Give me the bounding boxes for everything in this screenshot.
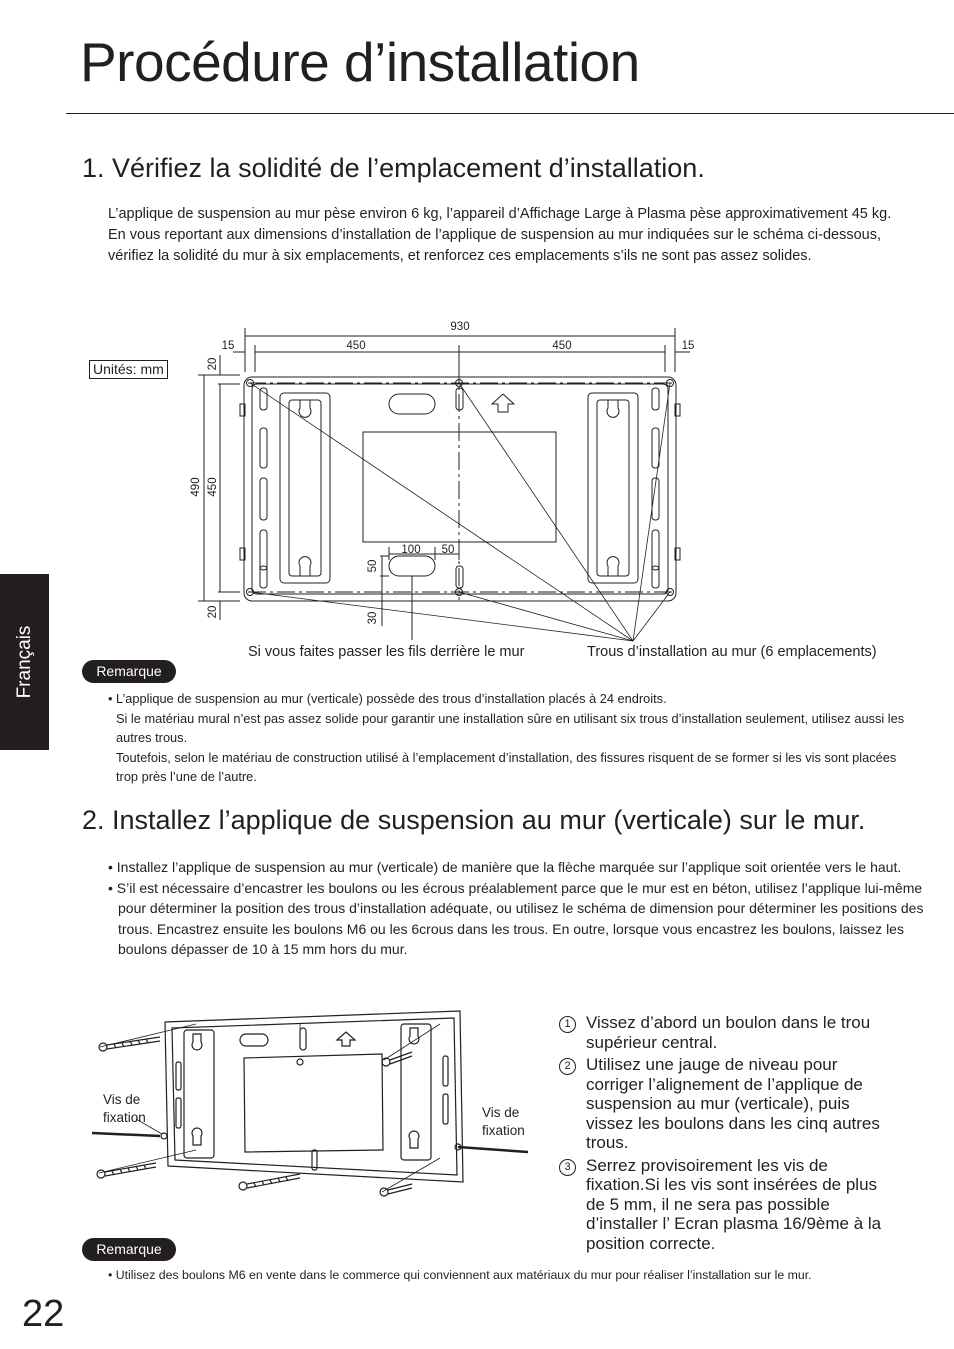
note-badge: Remarque xyxy=(82,660,176,683)
installation-steps xyxy=(558,1013,888,1256)
dim-slot-bottom: 30 xyxy=(367,611,379,625)
section2-note xyxy=(108,1266,928,1286)
caption-holes: Trous d’installation au mur (6 emplacements) xyxy=(587,644,877,660)
step-item xyxy=(558,1055,888,1153)
step-item xyxy=(558,1013,888,1052)
bullet-item: • S’il est nécessaire d’encastrer les boulons ou les écrous préalablement parce que le mur est en béton, utilisez l’applique lui-même pour déterminer la position des trous d’installation adéquate, ou utilisez le schéma de dimension pour déterminer les positions des trous. Encastrez ensuite les boulons M6 ou les 6crous dans les trous. En outre, lorsque vous encastrez les boulons, laissez les boulons dépasser de 10 à 15 mm hors du mur. xyxy=(108,879,924,957)
note-line: Toutefois, selon le matériau de construction utilisé à l’emplacement d’installation, des fissures risquent de se former si les vis sont placées trop près l’une de l’autre. xyxy=(116,749,897,784)
caption-cable: Si vous faites passer les fils derrière le mur xyxy=(248,644,525,660)
screw-label-left: Vis de fixation xyxy=(103,1092,146,1125)
section2-heading: 2. Installez l’applique de suspension au mur (verticale) sur le mur. xyxy=(82,805,866,835)
section1-paragraph: L’applique de suspension au mur pèse environ 6 kg, l’appareil d’Affichage Large à Plasma pèse approximativement 45 kg. En vous reportant aux dimensions d’installation de l’applique de suspension au mur indiquées sur le schéma ci-dessous, vérifiez la solidité du mur à six emplacements, et renforcez ces emplacements s’ils ne sont pas assez solides. xyxy=(108,206,892,264)
step-text: Vissez d’abord un boulon dans le trou supérieur central. xyxy=(586,1013,871,1052)
step-number: 3 xyxy=(559,1159,576,1176)
note-line: • Utilisez des boulons M6 en vente dans le commerce qui conviennent aux matériaux du mur pour réaliser l’installation sur le mur. xyxy=(108,1268,812,1282)
dim-total: 930 xyxy=(450,321,470,333)
dim-slot-side: 50 xyxy=(441,544,455,556)
dim-right-span: 450 xyxy=(552,340,572,352)
step-text: Utilisez une jauge de niveau pour corriger l’alignement de l’applique de suspension au mur (verticale), puis vissez les boulons dans les cinq autres trous. xyxy=(586,1055,880,1152)
note-badge: Remarque xyxy=(82,1238,176,1261)
note-line: • L’applique de suspension au mur (verticale) possède des trous d’installation placés à 24 endroits. xyxy=(108,691,667,706)
dim-height-outer: 490 xyxy=(190,477,202,497)
dim-slot-width: 100 xyxy=(401,544,421,556)
page-title: Procédure d’installation xyxy=(80,31,640,93)
note-line: Si le matériau mural n’est pas assez solide pour garantir une installation sûre en utilisant six trous d’installation seulement, utilisez aussi les autres trous. xyxy=(116,710,905,745)
language-tab-label: Français xyxy=(13,625,35,699)
dim-left-margin: 15 xyxy=(221,340,235,352)
dim-slot-height: 50 xyxy=(367,559,379,573)
dim-top-offset: 20 xyxy=(207,357,219,371)
step-item xyxy=(558,1156,888,1254)
bullet-item: • Installez l’applique de suspension au mur (verticale) de manière que la flèche marquée sur l’applique soit orientée vers le haut. xyxy=(108,859,902,875)
dim-right-margin: 15 xyxy=(681,340,695,352)
screw-label-right: Vis de fixation xyxy=(482,1105,525,1138)
dim-bottom-offset: 20 xyxy=(207,605,219,619)
step-number: 2 xyxy=(559,1058,576,1075)
step-text: Serrez provisoirement les vis de fixation.Si les vis sont insérées de plus de 5 mm, il ne sera pas possible d’installer l’ Ecran plasma 16/9ème à la position correcte. xyxy=(586,1155,882,1253)
page-number: 22 xyxy=(22,1293,65,1335)
step-number: 1 xyxy=(559,1016,576,1033)
dim-left-span: 450 xyxy=(346,340,366,352)
dim-height-inner: 450 xyxy=(207,477,219,497)
section1-heading: 1. Vérifiez la solidité de l’emplacement d’installation. xyxy=(82,153,705,183)
units-label: Unités: mm xyxy=(89,360,168,379)
